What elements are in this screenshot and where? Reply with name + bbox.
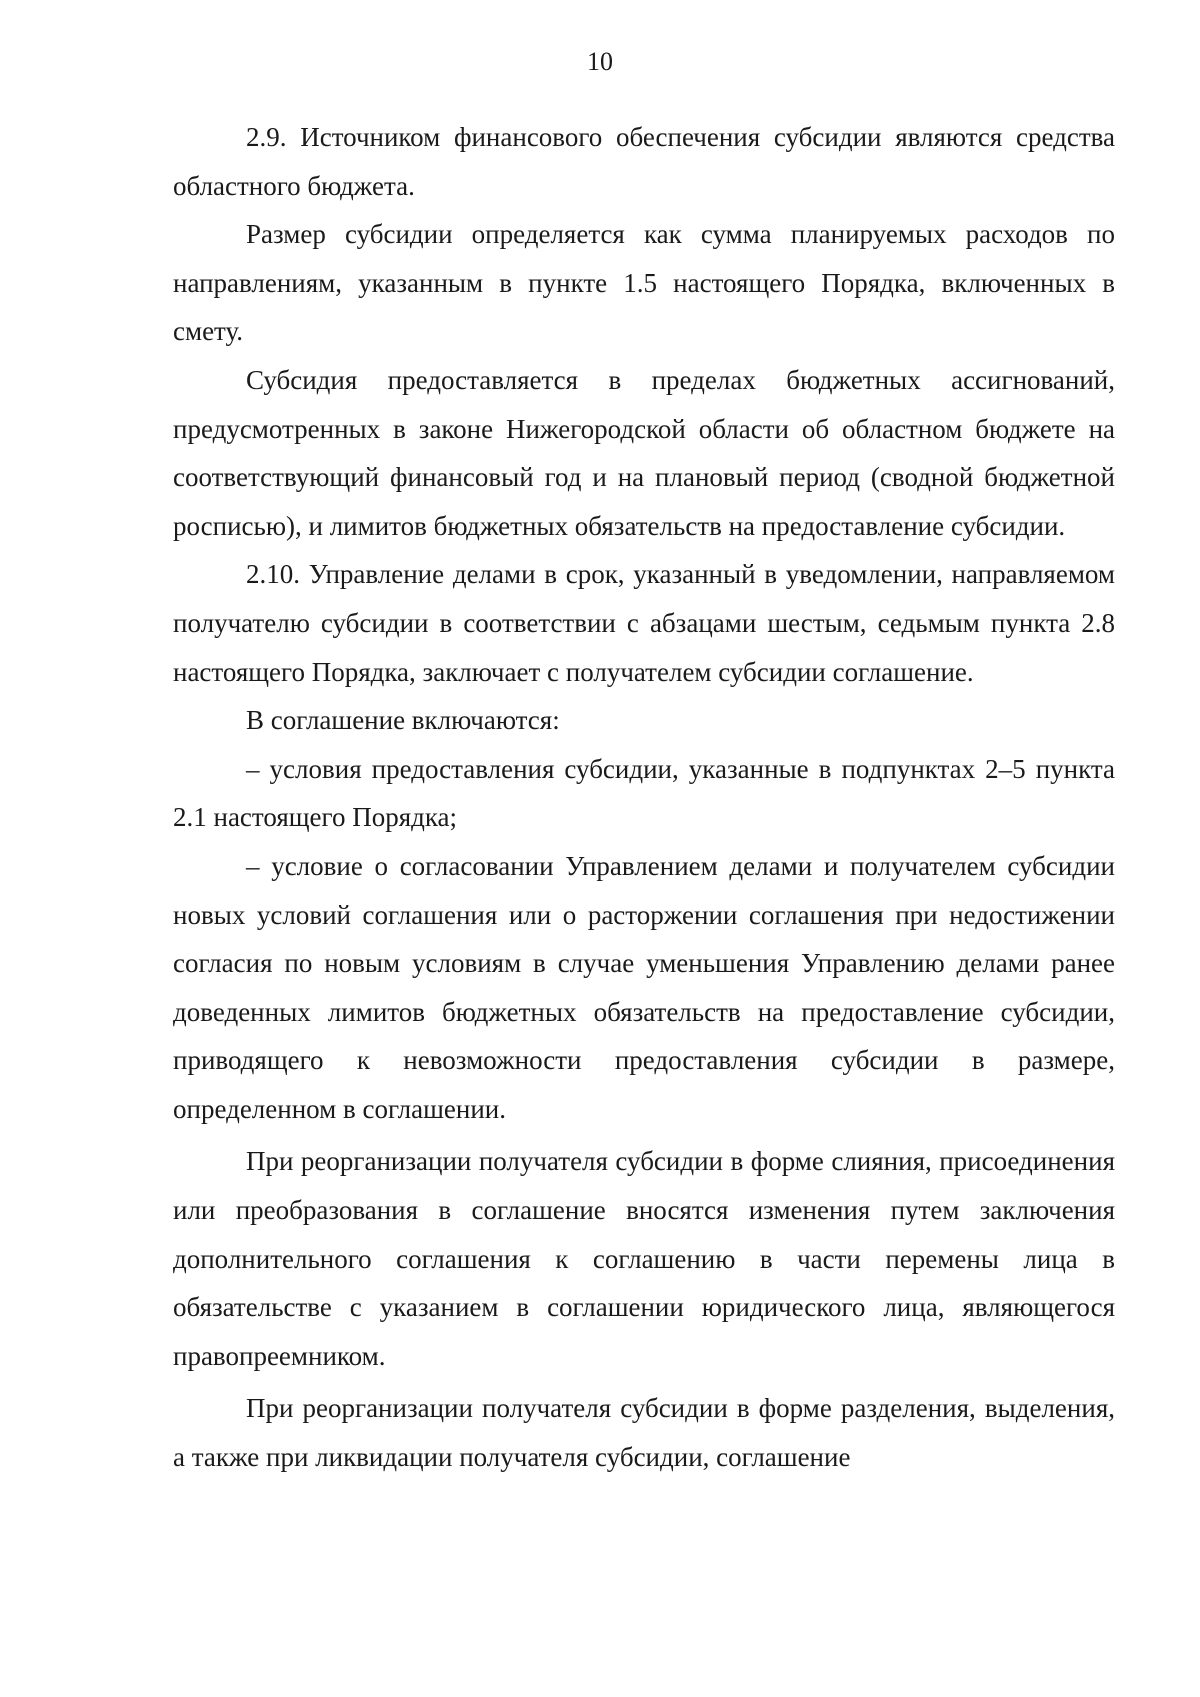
paragraph-subsidy-size: Размер субсидии определяется как сумма планируемых расходов по направлениям, указанным в пункте 1.5 настоящего Порядка, включенных в смету. <box>173 219 1115 347</box>
paragraph-subsidy-limits: Субсидия предоставляется в пределах бюджетных ассигнований, предусмотренных в законе Нижегородской области об областном бюджете на соответствующий финансовый год и на плановый период (сводной бюджетной росписью), и лимитов бюджетных обязательств на предоставление субсидии. <box>173 364 1115 541</box>
paragraph-agreement-includes: В соглашение включаются: <box>246 705 560 736</box>
page-number: 10 <box>587 47 613 76</box>
paragraph-reorganization-division: При реорганизации получателя субсидии в форме разделения, выделения, а также при ликвидации получателя субсидии, соглашение <box>173 1393 1115 1473</box>
document-body <box>173 113 1115 1482</box>
paragraph-2-10: 2.10. Управление делами в срок, указанный в уведомлении, направляемом получателю субсидии в соответствии с абзацами шестым, седьмым пункта 2.8 настоящего Порядка, заключает с получателем субсидии соглашение. <box>173 559 1115 687</box>
list-item-conditions: – условия предоставления субсидии, указанные в подпунктах 2–5 пункта 2.1 настоящего Порядка; <box>173 753 1115 833</box>
paragraph-reorganization-merger: При реорганизации получателя субсидии в форме слияния, присоединения или преобразования в соглашение вносятся изменения путем заключения дополнительного соглашения к соглашению в части перемены лица в обязательстве с указанием в соглашении юридического лица, являющегося правопреемником. <box>173 1146 1115 1371</box>
list-item-agreement-condition: – условие о согласовании Управлением делами и получателем субсидии новых условий соглашения или о расторжении соглашения при недостижении согласия по новым условиям в случае уменьшения Управлению делами ранее доведенных лимитов бюджетных обязательств на предоставление субсидии, приводящего к невозможности предоставления субсидии в размере, определенном в соглашении. <box>173 850 1115 1124</box>
paragraph-2-9: 2.9. Источником финансового обеспечения субсидии являются средства областного бюджета. <box>173 122 1115 201</box>
